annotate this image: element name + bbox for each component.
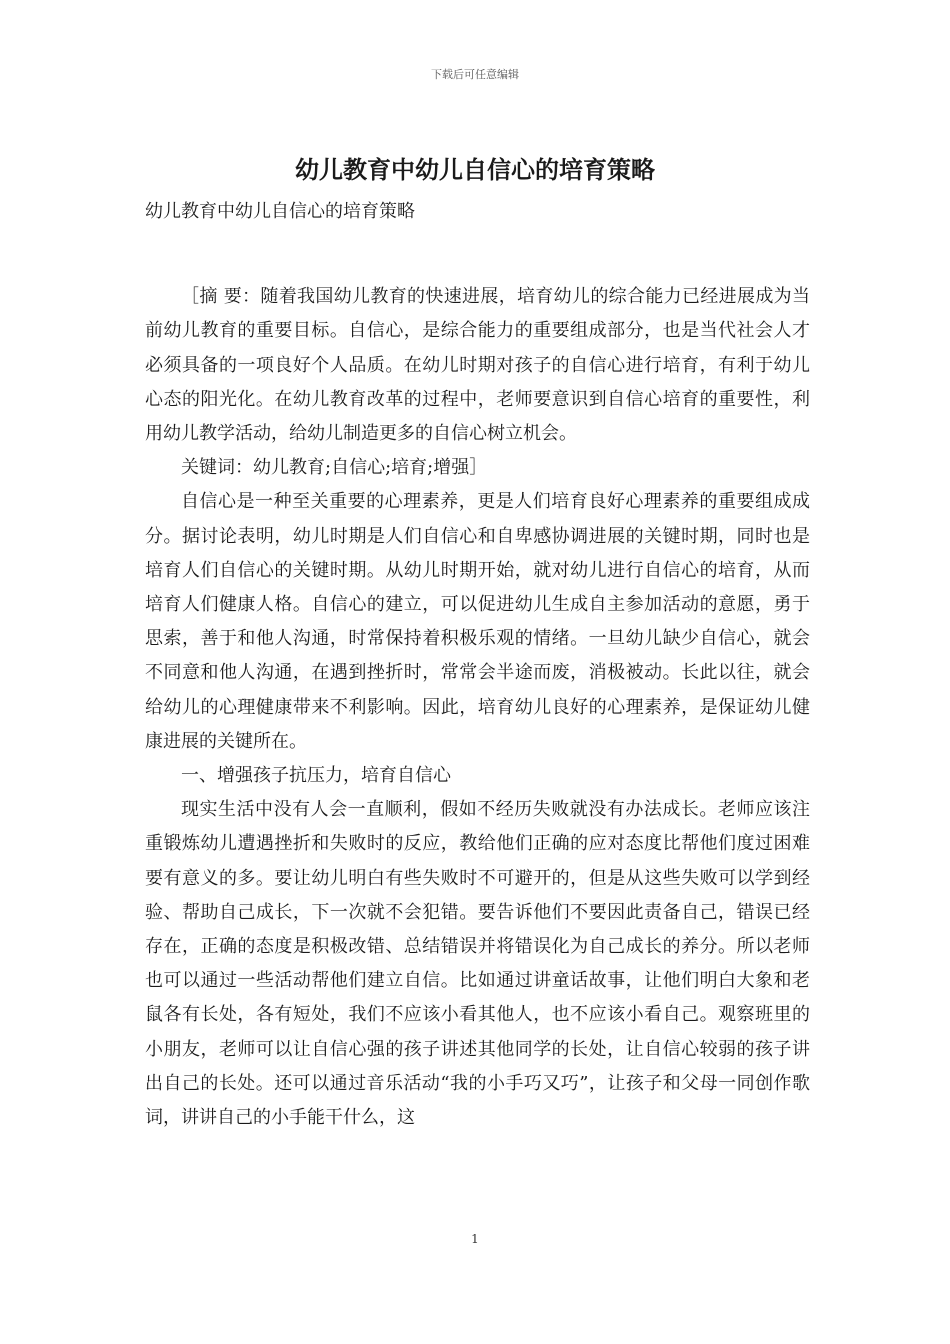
document-title: 幼儿教育中幼儿自信心的培育策略 — [295, 155, 655, 184]
abstract-paragraph: ［摘 要：随着我国幼儿教育的快速进展，培育幼儿的综合能力已经进展成为当前幼儿教育的重要目标。自信心，是综合能力的重要组成部分，也是当代社会人才必须具备的一项良好个人品质。在幼儿时期对孩子的自信心进行培育，有利于幼儿心态的阳光化。在幼儿教育改革的过程中，老师要意识到自信心培育的重要性，利用幼儿教学活动，给幼儿制造更多的自信心树立机会。 — [145, 286, 810, 445]
keywords-line: 关键词：幼儿教育;自信心;培育;增强］ — [181, 457, 488, 479]
page-number: 1 — [471, 1232, 479, 1246]
document-subtitle: 幼儿教育中幼儿自信心的培育策略 — [145, 201, 415, 222]
body-paragraph-2: 现实生活中没有人会一直顺利，假如不经历失败就没有办法成长。老师应该注重锻炼幼儿遭遇挫折和失败时的反应，教给他们正确的应对态度比帮他们度过困难要有意义的多。要让幼儿明白有些失败时不可避开的，但是从这些失败可以学到经验、帮助自己成长，下一次就不会犯错。要告诉他们不要因此责备自己，错误已经存在，正确的态度是积极改错、总结错误并将错误化为自己成长的养分。所以老师也可以通过一些活动帮他们建立自信。比如通过讲童话故事，让他们明白大象和老鼠各有长处，各有短处，我们不应该小看其他人，也不应该小看自己。观察班里的小朋友，老师可以让自信心强的孩子讲述其他同学的长处，让自信心较弱的孩子讲出自己的长处。还可以通过音乐活动“我的小手巧又巧”，让孩子和父母一同创作歌词，讲讲自己的小手能干什么，这 — [145, 799, 810, 1129]
document-body — [145, 195, 810, 1135]
section-heading-1: 一、增强孩子抗压力，培育自信心 — [181, 765, 451, 787]
body-paragraph-1: 自信心是一种至关重要的心理素养，更是人们培育良好心理素养的重要组成成分。据讨论表明，幼儿时期是人们自信心和自卑感协调进展的关键时期，同时也是培育人们自信心的关键时期。从幼儿时期开始，就对幼儿进行自信心的培育，从而培育人们健康人格。自信心的建立，可以促进幼儿生成自主参加活动的意愿，勇于思索，善于和他人沟通，时常保持着积极乐观的情绪。一旦幼儿缺少自信心，就会不同意和他人沟通，在遇到挫折时，常常会半途而废，消极被动。长此以往，就会给幼儿的心理健康带来不利影响。因此，培育幼儿良好的心理素养，是保证幼儿健康进展的关键所在。 — [145, 491, 810, 752]
page-header-note: 下载后可任意编辑 — [431, 68, 519, 81]
